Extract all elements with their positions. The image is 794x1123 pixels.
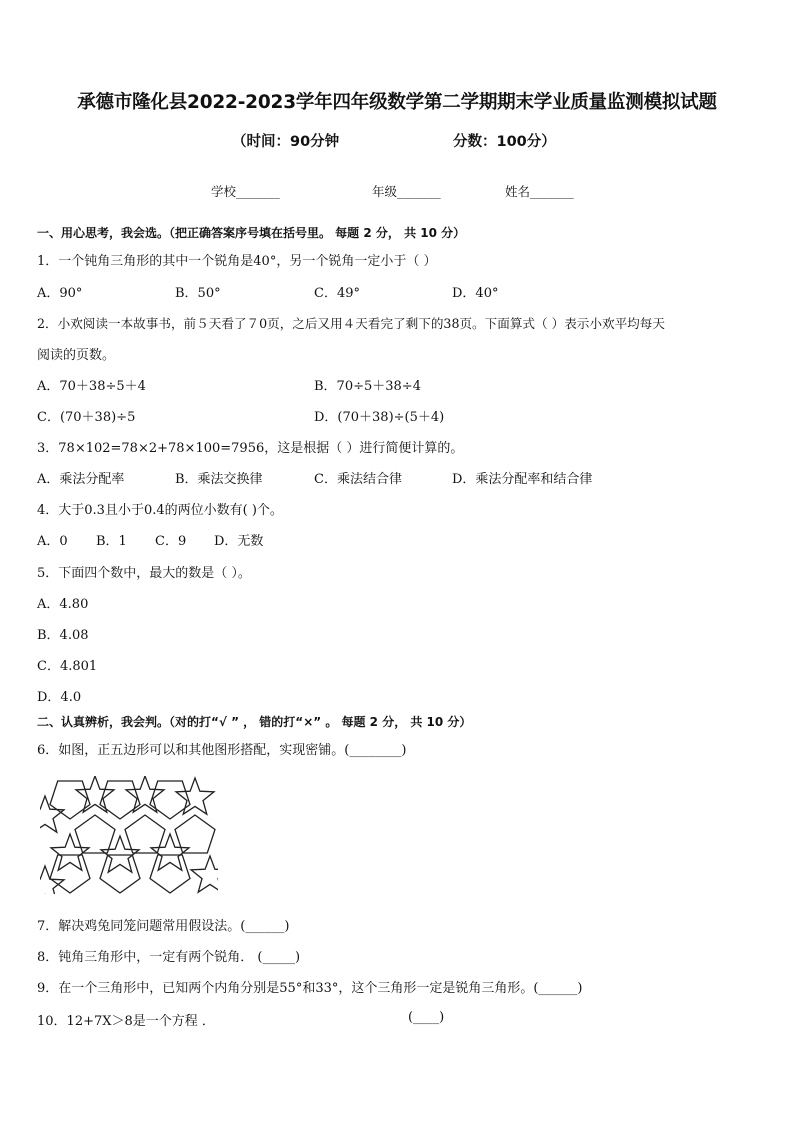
question-10-blank: (____) <box>408 1010 445 1025</box>
exam-score: 分数：100分） <box>453 134 556 150</box>
q4-option-b: B．1 <box>96 534 127 549</box>
q1-option-c: C．49° <box>314 286 360 301</box>
q3-option-a: A．乘法分配率 <box>37 472 125 487</box>
school-field: 学校_______ <box>211 184 280 199</box>
q1-option-b: B．50° <box>175 286 221 301</box>
q4-option-c: C．9 <box>155 534 187 549</box>
section1-heading: 一、用心思考，我会选。（把正确答案序号填在括号里。 每题 2 分， 共 10 分） <box>37 226 466 240</box>
q3-option-c: C．乘法结合律 <box>314 472 402 487</box>
star-shape <box>40 796 64 832</box>
question-6: 6．如图，正五边形可以和其他图形搭配，实现密铺。(________) <box>37 743 407 758</box>
question-7: 7．解决鸡兔同笼问题常用假设法。(______) <box>37 919 290 934</box>
question-10: 10．12+7X＞8是一个方程 ． <box>37 1014 215 1029</box>
question-2-line1: 2．小欢阅读一本故事书，前５天看了７0页，之后又用４天看完了剩下的38页。下面算式（ ）表示小欢平均每天 <box>37 316 665 331</box>
name-field: 姓名_______ <box>505 184 574 199</box>
star-shape <box>176 778 214 814</box>
section2-heading: 二、认真辨析，我会判。（对的打“√ ” ， 错的打“×” 。 每题 2 分， 共 10 分） <box>37 715 472 729</box>
q1-option-d: D．40° <box>452 286 499 301</box>
q2-option-d: D．(70＋38)÷(5＋4) <box>314 410 445 425</box>
star-shape <box>101 836 139 872</box>
star-shape <box>151 834 189 870</box>
q5-option-b: B．4.08 <box>37 628 89 643</box>
q1-option-a: A．90° <box>37 286 83 301</box>
question-4: 4．大于0.3且小于0.4的两位小数有( )个。 <box>37 503 283 518</box>
page-title: 承德市隆化县2022-2023学年四年级数学第二学期期末学业质量监测模拟试题 <box>77 92 717 113</box>
q2-option-c: C．(70＋38)÷5 <box>37 410 136 425</box>
question-3: 3．78×102=78×2+78×100=7956，这是根据（ ）进行简便计算的。 <box>37 441 464 456</box>
q4-option-a: A．0 <box>37 534 68 549</box>
grade-field: 年级_______ <box>372 184 441 199</box>
q3-option-d: D．乘法分配率和结合律 <box>452 472 593 487</box>
q5-option-a: A．4.80 <box>37 597 89 612</box>
question-9: 9．在一个三角形中，已知两个内角分别是55°和33°，这个三角形一定是锐角三角形。(______) <box>37 981 583 996</box>
question-5: 5．下面四个数中，最大的数是（ ）。 <box>37 566 251 581</box>
question-2-line2: 阅读的页数。 <box>37 348 116 363</box>
q5-option-d: D．4.0 <box>37 690 82 705</box>
pentagon-shape <box>50 781 90 819</box>
star-shape <box>51 834 89 870</box>
pentagon-shape <box>150 855 190 893</box>
q5-option-c: C．4.801 <box>37 659 98 674</box>
q2-option-a: A．70＋38÷5＋4 <box>37 379 146 394</box>
exam-time: （时间：90分钟 <box>232 134 340 150</box>
pentagon-shape <box>100 855 140 893</box>
q2-option-b: B．70÷5＋38÷4 <box>314 379 421 394</box>
q4-option-d: D．无数 <box>214 534 264 549</box>
pentagon-tessellation-figure <box>40 776 218 894</box>
pentagon-shape <box>50 855 90 893</box>
question-8: 8．钝角三角形中，一定有两个锐角． (_____) <box>37 950 301 965</box>
q3-option-b: B．乘法交换律 <box>175 472 263 487</box>
star-shape <box>191 856 218 892</box>
question-1: 1．一个钝角三角形的其中一个锐角是40°，另一个锐角一定小于（ ） <box>37 254 437 269</box>
pentagon-shape <box>100 781 140 819</box>
